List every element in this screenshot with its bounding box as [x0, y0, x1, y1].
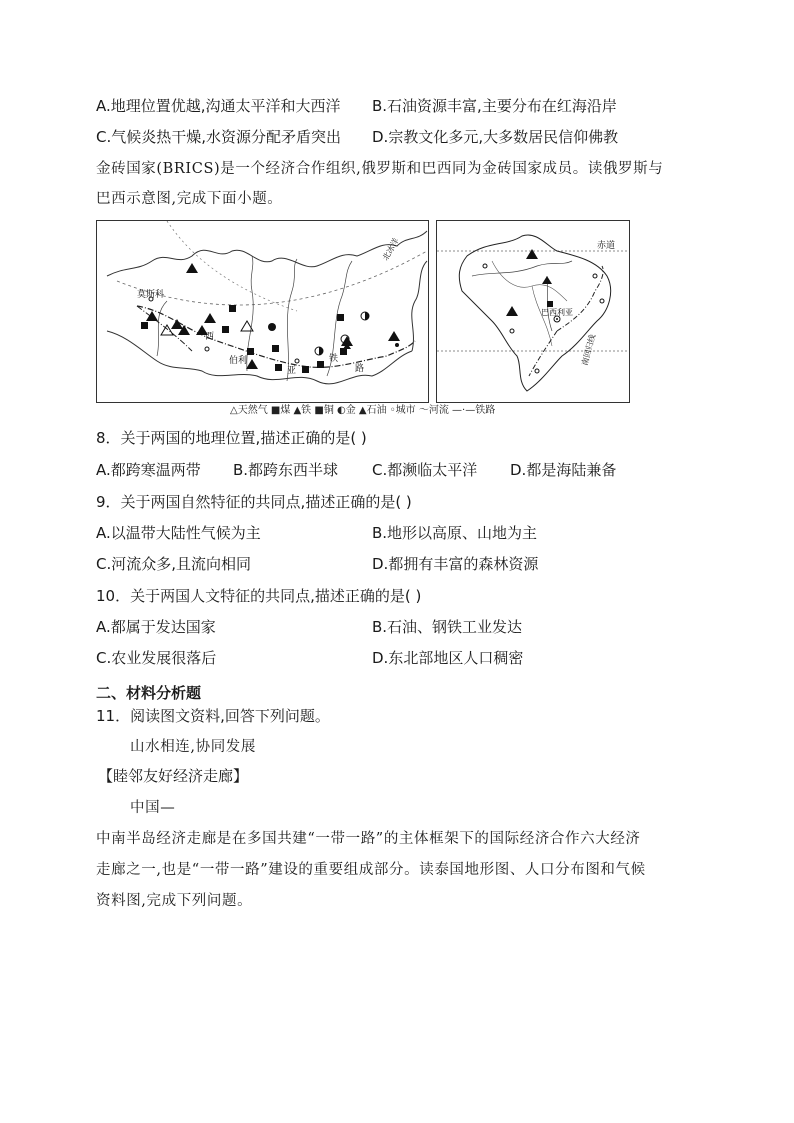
china-line: 中国— [130, 800, 176, 816]
intro-line-2: 巴西示意图,完成下面小题。 [96, 191, 283, 207]
russia-map-drawing [97, 221, 428, 402]
paragraph-line-2: 走廊之一,也是“一带一路”建设的重要组成部分。读泰国地形图、人口分布图和气候 [96, 862, 646, 878]
q10-option-b: B.石油、钢铁工业发达 [372, 618, 523, 636]
q8-option-a: A.都跨寒温两带 [96, 461, 201, 479]
label-tropic: 南回归线 [580, 333, 598, 367]
q8-option-d: D.都是海陆兼备 [510, 461, 617, 479]
q8-stem: 8．关于两国的地理位置,描述正确的是( ) [96, 429, 367, 447]
intro-line-1: 金砖国家(BRICS)是一个经济合作组织,俄罗斯和巴西同为金砖国家成员。读俄罗斯与 [96, 161, 664, 177]
section-title: 二、材料分析题 [96, 684, 202, 702]
q10-option-d: D.东北部地区人口稠密 [372, 649, 524, 667]
q9-option-a: A.以温带大陆性气候为主 [96, 524, 261, 542]
label-brasilia: 巴西利亚 [541, 308, 573, 317]
label-road: 路 [355, 364, 365, 374]
q7-option-d: D.宗教文化多元,大多数居民信仰佛教 [372, 128, 619, 146]
q10-stem: 10．关于两国人文特征的共同点,描述正确的是( ) [96, 587, 422, 605]
q11-stem: 11．阅读图文资料,回答下列问题。 [96, 707, 330, 725]
q8-option-b: B.都跨东西半球 [233, 461, 339, 479]
q9-option-b: B.地形以高原、山地为主 [372, 524, 538, 542]
q10-option-c: C.农业发展很落后 [96, 649, 217, 667]
q9-option-c: C.河流众多,且流向相同 [96, 555, 252, 573]
brazil-map-drawing [437, 221, 629, 402]
paragraph-line-3: 资料图,完成下列问题。 [96, 893, 253, 909]
q10-option-a: A.都属于发达国家 [96, 618, 216, 636]
q7-option-a: A.地理位置优越,沟通太平洋和大西洋 [96, 97, 341, 115]
motto: 山水相连,协同发展 [130, 739, 257, 755]
corridor-title: 【睦邻友好经济走廊】 [98, 767, 249, 785]
paragraph-line-1: 中南半岛经济走廊是在多国共建“一带一路”的主体框架下的国际经济合作六大经济 [96, 831, 641, 847]
map-legend: △天然气 ■煤 ▲铁 ■铜 ◐金 ▲石油 ◦城市 〜河流 —·—铁路 [230, 405, 496, 416]
q7-option-c: C.气候炎热干燥,水资源分配矛盾突出 [96, 128, 342, 146]
q7-option-b: B.石油资源丰富,主要分布在红海沿岸 [372, 97, 617, 115]
label-ocean: 北冰洋 [380, 236, 401, 262]
q8-option-c: C.都濒临太平洋 [372, 461, 478, 479]
label-equator: 赤道 [597, 241, 616, 251]
q9-stem: 9．关于两国自然特征的共同点,描述正确的是( ) [96, 493, 412, 511]
label-siberia: 伯利 [229, 356, 248, 366]
label-west: 西 [205, 332, 215, 342]
label-moscow: 莫斯科 [137, 290, 165, 300]
q9-option-d: D.都拥有丰富的森林资源 [372, 555, 539, 573]
label-rail: 铁 [329, 354, 339, 364]
brazil-map [436, 220, 630, 403]
label-asia: 亚 [287, 366, 297, 376]
russia-map [96, 220, 429, 403]
